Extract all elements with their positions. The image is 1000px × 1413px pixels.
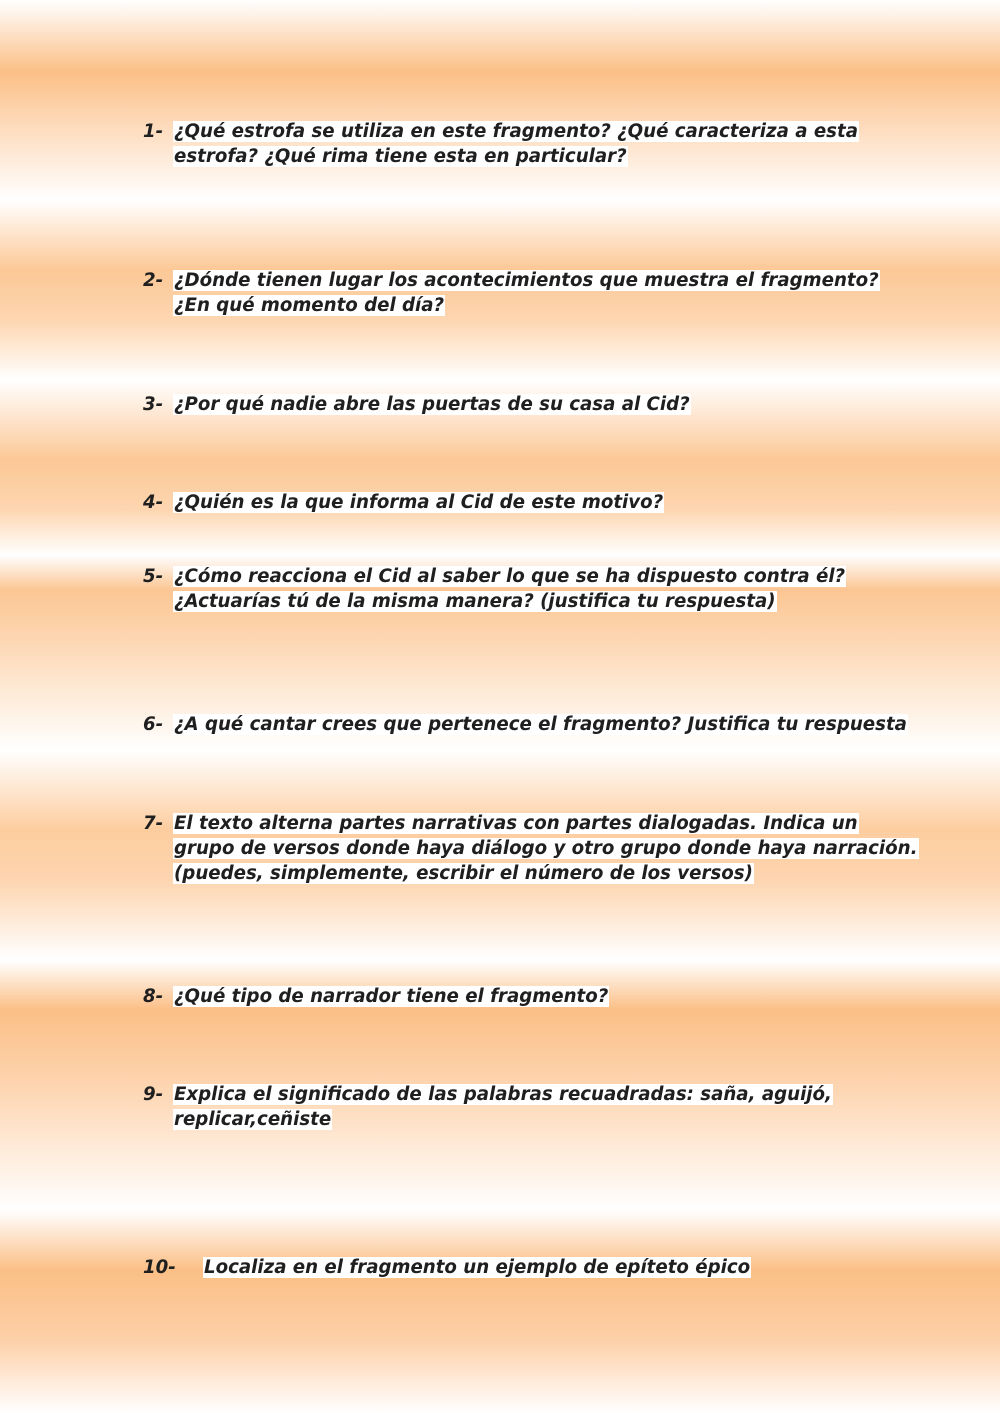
- question-2: [143, 268, 933, 318]
- question-text: ¿A qué cantar crees que pertenece el fragmento? Justifica tu respuesta: [174, 714, 907, 735]
- question-6: [143, 712, 933, 737]
- question-number: 1-: [143, 121, 164, 142]
- question-10: [143, 1255, 933, 1280]
- question-text: El texto alterna partes narrativas con partes dialogadas. Indica un grupo de versos donde haya diálogo y otro grupo donde haya narración. (puedes, simplemente, escribir el número de los versos): [174, 813, 918, 884]
- question-text: ¿Dónde tienen lugar los acontecimientos que muestra el fragmento? ¿En qué momento del día?: [174, 270, 879, 316]
- question-text: ¿Qué estrofa se utiliza en este fragmento? ¿Qué caracteriza a esta estrofa? ¿Qué rima tiene esta en particular?: [174, 121, 858, 167]
- question-number: 9-: [143, 1084, 164, 1105]
- question-number: 10-: [143, 1257, 176, 1278]
- question-text: Localiza en el fragmento un ejemplo de epíteto épico: [204, 1257, 751, 1278]
- question-4: [143, 490, 933, 515]
- question-text: ¿Qué tipo de narrador tiene el fragmento?: [174, 986, 609, 1007]
- question-text: ¿Cómo reacciona el Cid al saber lo que se ha dispuesto contra él? ¿Actuarías tú de la misma manera? (justifica tu respuesta): [174, 566, 846, 612]
- question-3: [143, 392, 933, 417]
- question-number: 4-: [143, 492, 164, 513]
- question-number: 2-: [143, 270, 164, 291]
- question-number: 6-: [143, 714, 164, 735]
- question-text: ¿Quién es la que informa al Cid de este motivo?: [174, 492, 664, 513]
- question-1: [143, 119, 933, 169]
- question-9: [143, 1082, 933, 1132]
- question-5: [143, 564, 933, 614]
- question-number: 8-: [143, 986, 164, 1007]
- question-8: [143, 984, 933, 1009]
- question-text: ¿Por qué nadie abre las puertas de su casa al Cid?: [174, 394, 690, 415]
- question-7: [143, 811, 933, 886]
- question-text: Explica el significado de las palabras recuadradas: saña, aguijó, replicar,ceñiste: [174, 1084, 832, 1130]
- question-number: 3-: [143, 394, 164, 415]
- question-number: 5-: [143, 566, 164, 587]
- question-number: 7-: [143, 813, 164, 834]
